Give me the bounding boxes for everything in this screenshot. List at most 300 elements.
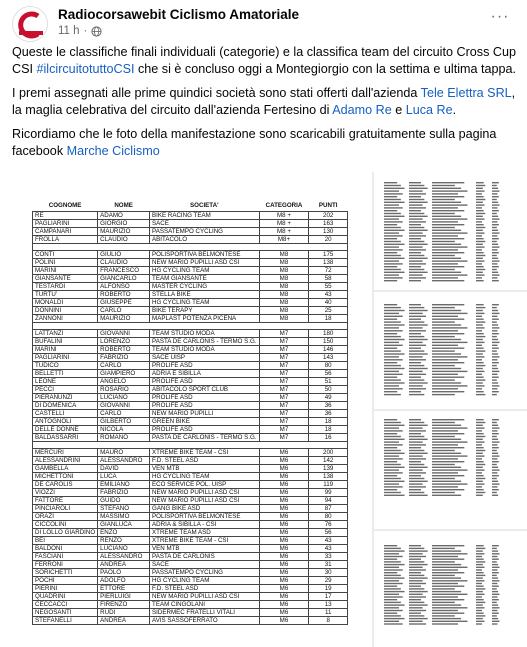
team-cell: GREEN BIKE bbox=[150, 418, 260, 426]
category-cell: M6 bbox=[259, 489, 309, 497]
points-cell: 43 bbox=[309, 545, 348, 553]
thumbnail-text-line bbox=[492, 481, 498, 482]
thumbnail-text-line bbox=[384, 550, 405, 551]
category-cell: M7 bbox=[259, 354, 309, 362]
thumbnail-text-line bbox=[384, 330, 403, 331]
thumbnail-text-line bbox=[409, 249, 426, 250]
rider-name-cell: LUCIANO bbox=[98, 545, 150, 553]
thumbnail-text-line bbox=[384, 475, 397, 476]
sheet-thumbnail-image bbox=[374, 531, 527, 647]
thumbnail-text-line bbox=[476, 430, 482, 431]
table-row bbox=[33, 306, 348, 314]
thumbnail-text-line bbox=[384, 588, 401, 589]
thumbnail-text-line bbox=[476, 621, 485, 622]
thumbnail-text-line bbox=[476, 455, 485, 456]
points-cell: 56 bbox=[309, 529, 348, 537]
photo-thumbnails bbox=[374, 172, 527, 647]
thumbnail-text-line bbox=[476, 235, 482, 236]
points-cell: 16 bbox=[309, 434, 348, 442]
thumbnail-text-line bbox=[409, 190, 423, 191]
points-cell: 30 bbox=[309, 569, 348, 577]
thumbnail-text-line bbox=[432, 469, 467, 470]
thumbnail-text-line bbox=[409, 553, 423, 554]
category-cell: M8+ bbox=[259, 235, 309, 243]
category-cell: M7 bbox=[259, 370, 309, 378]
thumbnail-text-line bbox=[432, 604, 461, 605]
thumbnail-text-line bbox=[492, 461, 499, 462]
rider-name-cell: GIANLUCA bbox=[98, 521, 150, 529]
thumbnail-text-line bbox=[384, 545, 397, 546]
thumbnail-text-line bbox=[492, 379, 497, 380]
table-row bbox=[33, 529, 348, 537]
page-avatar[interactable] bbox=[12, 6, 48, 42]
sheet-thumbnail-image bbox=[374, 292, 527, 409]
photo-thumbnail[interactable] bbox=[374, 411, 527, 529]
rider-surname-cell: PIERANUNZI bbox=[33, 394, 98, 402]
thumbnail-text-line bbox=[492, 207, 497, 208]
thumbnail-text-line bbox=[492, 365, 497, 366]
thumbnail-text-line bbox=[476, 204, 485, 205]
rider-name-cell: MAURO bbox=[98, 449, 150, 457]
rider-surname-cell: NEGOSANTI bbox=[33, 609, 98, 617]
thumbnail-text-line bbox=[476, 613, 484, 614]
rider-name-cell: MASSIMO bbox=[98, 513, 150, 521]
thumbnail-text-line bbox=[384, 591, 405, 592]
thumbnail-text-line bbox=[409, 272, 428, 273]
rider-surname-cell: DE CAROLIS bbox=[33, 481, 98, 489]
thumbnail-text-line bbox=[432, 444, 458, 445]
thumbnail-text-line bbox=[409, 481, 428, 482]
adamo-re-link[interactable]: Adamo Re bbox=[332, 102, 392, 117]
thumbnail-text-line bbox=[476, 394, 485, 395]
thumbnail-text-line bbox=[409, 350, 424, 351]
thumbnail-text-line bbox=[432, 569, 458, 570]
post-text-segment: Queste le classifiche finali individuali (categorie) e la classifica team del circuito Cross Cup CSI bbox=[12, 45, 516, 76]
thumbnail-text-line bbox=[432, 266, 464, 267]
rider-surname-cell: LATTANZI bbox=[33, 330, 98, 338]
thumbnail-text-line bbox=[384, 235, 403, 236]
thumbnail-text-line bbox=[492, 483, 499, 484]
thumbnail-text-line bbox=[384, 391, 397, 392]
team-cell: HG CYCLING TEAM bbox=[150, 473, 260, 481]
thumbnail-text-line bbox=[432, 339, 461, 340]
points-cell: 146 bbox=[309, 346, 348, 354]
team-cell: PASTA DE CARLONIS - TERMO S.G. bbox=[150, 434, 260, 442]
points-cell: 25 bbox=[309, 306, 348, 314]
thumbnail-text-line bbox=[476, 615, 485, 616]
thumbnail-text-line bbox=[432, 430, 458, 431]
thumbnail-text-line bbox=[409, 252, 421, 253]
thumbnail-text-line bbox=[476, 464, 485, 465]
thumbnail-text-line bbox=[384, 246, 399, 247]
thumbnail-text-line bbox=[409, 427, 423, 428]
category-cell: M8 bbox=[259, 290, 309, 298]
thumbnail-text-line bbox=[476, 362, 484, 363]
thumbnail-text-line bbox=[476, 319, 484, 320]
thumbnail-text-line bbox=[476, 227, 485, 228]
thumbnail-text-line bbox=[492, 436, 497, 437]
team-cell: PASSATEMPO CYCLING bbox=[150, 227, 260, 235]
thumbnail-text-line bbox=[476, 232, 485, 233]
rider-surname-cell: MARINI bbox=[33, 346, 98, 354]
rider-surname-cell: BALDASSARRI bbox=[33, 434, 98, 442]
team-cell: HG CYCLING TEAM bbox=[150, 266, 260, 274]
team-cell: TEAM STUDIO MODA bbox=[150, 346, 260, 354]
thumbnail-text-line bbox=[384, 227, 401, 228]
team-cell: VEN MTB bbox=[150, 465, 260, 473]
thumbnail-text-line bbox=[384, 385, 399, 386]
thumbnail-text-line bbox=[492, 342, 499, 343]
points-cell: 18 bbox=[309, 314, 348, 322]
thumbnail-text-line bbox=[432, 359, 458, 360]
thumbnail-text-line bbox=[432, 207, 458, 208]
points-cell: 175 bbox=[309, 250, 348, 258]
thumbnail-text-line bbox=[409, 613, 421, 614]
thumbnail-text-line bbox=[476, 495, 483, 496]
thumbnail-text-line bbox=[492, 469, 499, 470]
thumbnail-text-line bbox=[432, 330, 458, 331]
page-name[interactable]: Radiocorsawebit Ciclismo Amatoriale bbox=[58, 7, 300, 22]
category-cell: M7 bbox=[259, 338, 309, 346]
thumbnail-text-line bbox=[384, 444, 403, 445]
thumbnail-text-line bbox=[432, 447, 464, 448]
thumbnail-text-line bbox=[409, 391, 421, 392]
thumbnail-text-line bbox=[432, 588, 455, 589]
thumbnail-text-line bbox=[384, 304, 397, 305]
thumbnail-text-line bbox=[409, 621, 423, 622]
rider-surname-cell: LEONE bbox=[33, 378, 98, 386]
thumbnail-text-line bbox=[476, 307, 485, 308]
thumbnail-text-line bbox=[432, 478, 455, 479]
thumbnail-text-line bbox=[432, 382, 461, 383]
thumbnail-text-line bbox=[432, 324, 461, 325]
rider-name-cell: GIUSEPPE bbox=[98, 298, 150, 306]
thumbnail-text-line bbox=[432, 333, 464, 334]
category-cell: M6 bbox=[259, 473, 309, 481]
thumbnail-text-line bbox=[476, 213, 485, 214]
thumbnail-text-line bbox=[432, 388, 458, 389]
thumbnail-text-line bbox=[432, 580, 467, 581]
thumbnail-text-line bbox=[492, 330, 497, 331]
points-cell: 200 bbox=[309, 449, 348, 457]
rider-surname-cell: MICHETTONI bbox=[33, 473, 98, 481]
thumbnail-text-line bbox=[432, 356, 467, 357]
thumbnail-text-line bbox=[432, 458, 458, 459]
thumbnail-text-line bbox=[409, 483, 423, 484]
points-cell: 17 bbox=[309, 593, 348, 601]
thumbnail-text-line bbox=[492, 377, 499, 378]
thumbnail-text-line bbox=[492, 235, 497, 236]
thumbnail-text-line bbox=[384, 441, 399, 442]
thumbnail-text-line bbox=[384, 382, 405, 383]
thumbnail-text-line bbox=[432, 235, 458, 236]
thumbnail-text-line bbox=[384, 419, 397, 420]
table-row bbox=[33, 593, 348, 601]
photo-thumbnail[interactable] bbox=[374, 172, 527, 290]
thumbnail-text-line bbox=[492, 621, 499, 622]
category-cell: M7 bbox=[259, 362, 309, 370]
thumbnail-text-line bbox=[492, 385, 499, 386]
thumbnail-text-line bbox=[492, 336, 497, 337]
group-separator bbox=[33, 322, 348, 329]
thumbnail-text-line bbox=[432, 618, 461, 619]
table-row bbox=[33, 489, 348, 497]
thumbnail-text-line bbox=[409, 439, 428, 440]
rider-surname-cell: FROLLA bbox=[33, 235, 98, 243]
thumbnail-text-line bbox=[432, 327, 467, 328]
thumbnail-text-line bbox=[432, 577, 461, 578]
thumbnail-text-line bbox=[432, 310, 461, 311]
category-cell: M6 bbox=[259, 593, 309, 601]
thumbnail-text-line bbox=[409, 379, 424, 380]
table-row bbox=[33, 449, 348, 457]
post-media-grid bbox=[8, 172, 527, 647]
rider-surname-cell: TESTARDI bbox=[33, 282, 98, 290]
rider-name-cell: ROBERTO bbox=[98, 346, 150, 354]
thumbnail-text-line bbox=[492, 368, 498, 369]
table-row bbox=[33, 569, 348, 577]
thumbnail-text-line bbox=[492, 623, 497, 624]
post-time[interactable]: 11 h bbox=[58, 25, 80, 37]
thumbnail-text-line bbox=[409, 336, 424, 337]
thumbnail-text-line bbox=[409, 577, 428, 578]
team-cell: XTREME TEAM ASD bbox=[150, 529, 260, 537]
rider-surname-cell: DELLE DONNE bbox=[33, 426, 98, 434]
thumbnail-text-line bbox=[409, 353, 428, 354]
thumbnail-text-line bbox=[409, 492, 424, 493]
thumbnail-text-line bbox=[492, 575, 497, 576]
rider-name-cell: ADOLFO bbox=[98, 577, 150, 585]
category-cell: M6 bbox=[259, 481, 309, 489]
rider-surname-cell: PAGLIARINI bbox=[33, 354, 98, 362]
rider-surname-cell: FATTORE bbox=[33, 497, 98, 505]
category-cell: M6 bbox=[259, 577, 309, 585]
thumbnail-text-line bbox=[409, 241, 424, 242]
thumbnail-text-line bbox=[432, 548, 455, 549]
thumbnail-text-line bbox=[432, 230, 461, 231]
thumbnail-text-line bbox=[409, 425, 428, 426]
post-text-segment: Ricordiamo che le foto della manifestazione sono scaricabili gratuitamente sulla pagina facebook bbox=[12, 127, 497, 158]
rider-surname-cell: DONNINI bbox=[33, 306, 98, 314]
thumbnail-text-line bbox=[492, 394, 497, 395]
marche-ciclismo-link[interactable]: Marche Ciclismo bbox=[66, 143, 160, 158]
thumbnail-text-line bbox=[409, 458, 426, 459]
team-cell: ECO SERVICE POL. UISP bbox=[150, 481, 260, 489]
thumbnail-text-line bbox=[476, 599, 484, 600]
thumbnail-text-line bbox=[409, 221, 426, 222]
thumbnail-text-line bbox=[492, 553, 499, 554]
thumbnail-text-line bbox=[384, 319, 397, 320]
table-row bbox=[33, 290, 348, 298]
thumbnail-text-line bbox=[384, 374, 403, 375]
thumbnail-text-line bbox=[476, 577, 483, 578]
thumbnail-text-line bbox=[409, 263, 426, 264]
thumbnail-text-line bbox=[492, 489, 499, 490]
thumbnail-text-line bbox=[476, 244, 483, 245]
points-cell: 50 bbox=[309, 386, 348, 394]
thumbnail-text-line bbox=[384, 604, 405, 605]
thumbnail-text-line bbox=[384, 321, 401, 322]
thumbnail-text-line bbox=[432, 249, 458, 250]
thumbnail-text-line bbox=[432, 213, 455, 214]
table-row bbox=[33, 561, 348, 569]
thumbnail-text-line bbox=[384, 561, 401, 562]
hashtag-link[interactable]: #ilcircuitotuttoCSI bbox=[36, 61, 135, 76]
thumbnail-text-line bbox=[492, 559, 499, 560]
thumbnail-text-line bbox=[409, 210, 421, 211]
thumbnail-text-line bbox=[432, 188, 461, 189]
thumbnail-text-line bbox=[384, 613, 397, 614]
thumbnail-text-line bbox=[476, 193, 482, 194]
thumbnail-text-line bbox=[384, 190, 399, 191]
rider-name-cell: ENZO bbox=[98, 529, 150, 537]
post-paragraph-2 bbox=[12, 85, 518, 118]
thumbnail-text-line bbox=[492, 246, 499, 247]
thumbnail-text-line bbox=[432, 377, 464, 378]
thumbnail-text-line bbox=[476, 461, 484, 462]
thumbnail-text-line bbox=[384, 221, 403, 222]
thumbnail-text-line bbox=[384, 260, 399, 261]
category-cell: M6 bbox=[259, 553, 309, 561]
thumbnail-text-line bbox=[432, 453, 461, 454]
team-cell: F.D. STEEL ASD bbox=[150, 585, 260, 593]
thumbnail-text-line bbox=[432, 221, 458, 222]
category-cell: M8 bbox=[259, 282, 309, 290]
table-row bbox=[33, 402, 348, 410]
category-cell: M7 bbox=[259, 378, 309, 386]
thumbnail-text-line bbox=[432, 489, 464, 490]
thumbnail-text-line bbox=[476, 274, 485, 275]
team-cell: POLISPORTIVA BELMONTESE bbox=[150, 513, 260, 521]
luca-re-link[interactable]: Luca Re bbox=[405, 102, 453, 117]
thumbnail-text-line bbox=[476, 559, 484, 560]
rider-surname-cell: FASCIANI bbox=[33, 553, 98, 561]
table-row bbox=[33, 434, 348, 442]
thumbnail-text-line bbox=[432, 467, 461, 468]
thumbnail-text-line bbox=[384, 238, 397, 239]
thumbnail-text-line bbox=[432, 277, 458, 278]
thumbnail-text-line bbox=[476, 478, 485, 479]
thumbnail-text-line bbox=[492, 202, 498, 203]
rider-name-cell: CLAUDIO bbox=[98, 235, 150, 243]
thumbnail-text-line bbox=[432, 567, 467, 568]
thumbnail-text-line bbox=[476, 190, 485, 191]
table-row bbox=[33, 266, 348, 274]
post-text-segment: e bbox=[391, 102, 406, 117]
rider-name-cell: LUCIANO bbox=[98, 394, 150, 402]
thumbnail-text-line bbox=[432, 427, 467, 428]
rider-name-cell: RUDI bbox=[98, 609, 150, 617]
category-cell: M6 bbox=[259, 545, 309, 553]
category-cell: M6 bbox=[259, 497, 309, 505]
thumbnail-text-line bbox=[432, 232, 467, 233]
thumbnail-text-line bbox=[476, 339, 483, 340]
thumbnail-text-line bbox=[384, 427, 399, 428]
thumbnail-text-line bbox=[432, 362, 464, 363]
thumbnail-text-line bbox=[432, 481, 461, 482]
thumbnail-text-line bbox=[409, 345, 426, 346]
thumbnail-text-line bbox=[476, 553, 485, 554]
thumbnail-text-line bbox=[409, 330, 426, 331]
thumbnail-text-line bbox=[492, 263, 497, 264]
results-sheet-photo[interactable] bbox=[8, 172, 372, 647]
thumbnail-text-line bbox=[492, 450, 497, 451]
thumbnail-text-line bbox=[384, 263, 403, 264]
thumbnail-text-line bbox=[409, 321, 424, 322]
rider-name-cell: STEFANO bbox=[98, 505, 150, 513]
thumbnail-text-line bbox=[384, 327, 399, 328]
thumbnail-text-line bbox=[492, 210, 499, 211]
thumbnail-text-line bbox=[492, 362, 499, 363]
table-row bbox=[33, 505, 348, 513]
thumbnail-text-line bbox=[432, 621, 467, 622]
photo-thumbnail[interactable] bbox=[374, 292, 527, 409]
thumbnail-text-line bbox=[384, 478, 401, 479]
points-cell: 33 bbox=[309, 553, 348, 561]
thumbnail-text-line bbox=[384, 353, 405, 354]
rider-name-cell: GIANCARLO bbox=[98, 274, 150, 282]
thumbnail-text-line bbox=[492, 548, 497, 549]
thumbnail-text-line bbox=[476, 185, 485, 186]
points-cell: 36 bbox=[309, 402, 348, 410]
thumbnail-text-line bbox=[476, 202, 483, 203]
points-cell: 87 bbox=[309, 505, 348, 513]
team-cell: ADRIA E SIBILLA bbox=[150, 370, 260, 378]
thumbnail-text-line bbox=[476, 374, 482, 375]
thumbnail-text-line bbox=[409, 444, 426, 445]
rider-name-cell: GIULIO bbox=[98, 250, 150, 258]
thumbnail-text-line bbox=[409, 436, 424, 437]
tele-elettra-link[interactable]: Tele Elettra SRL bbox=[420, 86, 512, 100]
rider-surname-cell: SORICHETTI bbox=[33, 569, 98, 577]
thumbnail-text-line bbox=[492, 464, 497, 465]
thumbnail-text-line bbox=[384, 313, 399, 314]
thumbnail-text-line bbox=[384, 216, 405, 217]
separator-cell bbox=[33, 243, 348, 250]
team-cell: NEW MARIO PUPILLI ASD CSI bbox=[150, 497, 260, 505]
rider-surname-cell: MARINI bbox=[33, 266, 98, 274]
thumbnail-text-line bbox=[409, 572, 421, 573]
team-cell: MAPLAST POTENZA PICENA bbox=[150, 314, 260, 322]
thumbnail-text-line bbox=[492, 227, 497, 228]
thumbnail-text-line bbox=[492, 304, 499, 305]
thumbnail-text-line bbox=[492, 280, 499, 281]
thumbnail-text-line bbox=[432, 348, 464, 349]
thumbnail-text-line bbox=[384, 453, 405, 454]
separator-cell bbox=[33, 322, 348, 329]
thumbnail-text-line bbox=[492, 422, 497, 423]
thumbnail-text-line bbox=[492, 572, 499, 573]
thumbnail-text-line bbox=[492, 193, 497, 194]
thumbnail-text-line bbox=[492, 333, 499, 334]
thumbnail-text-line bbox=[432, 455, 467, 456]
thumbnail-text-line bbox=[476, 564, 483, 565]
team-cell: TEAM CINGOLANI bbox=[150, 601, 260, 609]
post-text-segment: che si è concluso oggi a Montegiorgio con la settima e ultima tappa. bbox=[134, 61, 517, 76]
rider-name-cell: GILBERTO bbox=[98, 418, 150, 426]
thumbnail-text-line bbox=[432, 210, 464, 211]
more-options-button[interactable]: ··· bbox=[490, 8, 510, 25]
thumbnail-text-line bbox=[384, 430, 403, 431]
photo-thumbnail[interactable] bbox=[374, 531, 527, 647]
rider-surname-cell: FERRONI bbox=[33, 561, 98, 569]
thumbnail-text-line bbox=[476, 572, 484, 573]
thumbnail-text-line bbox=[476, 252, 484, 253]
thumbnail-text-line bbox=[409, 339, 428, 340]
team-cell: NEW MARIO PUPILLI bbox=[150, 410, 260, 418]
thumbnail-text-line bbox=[384, 258, 405, 259]
thumbnail-text-line bbox=[432, 433, 464, 434]
